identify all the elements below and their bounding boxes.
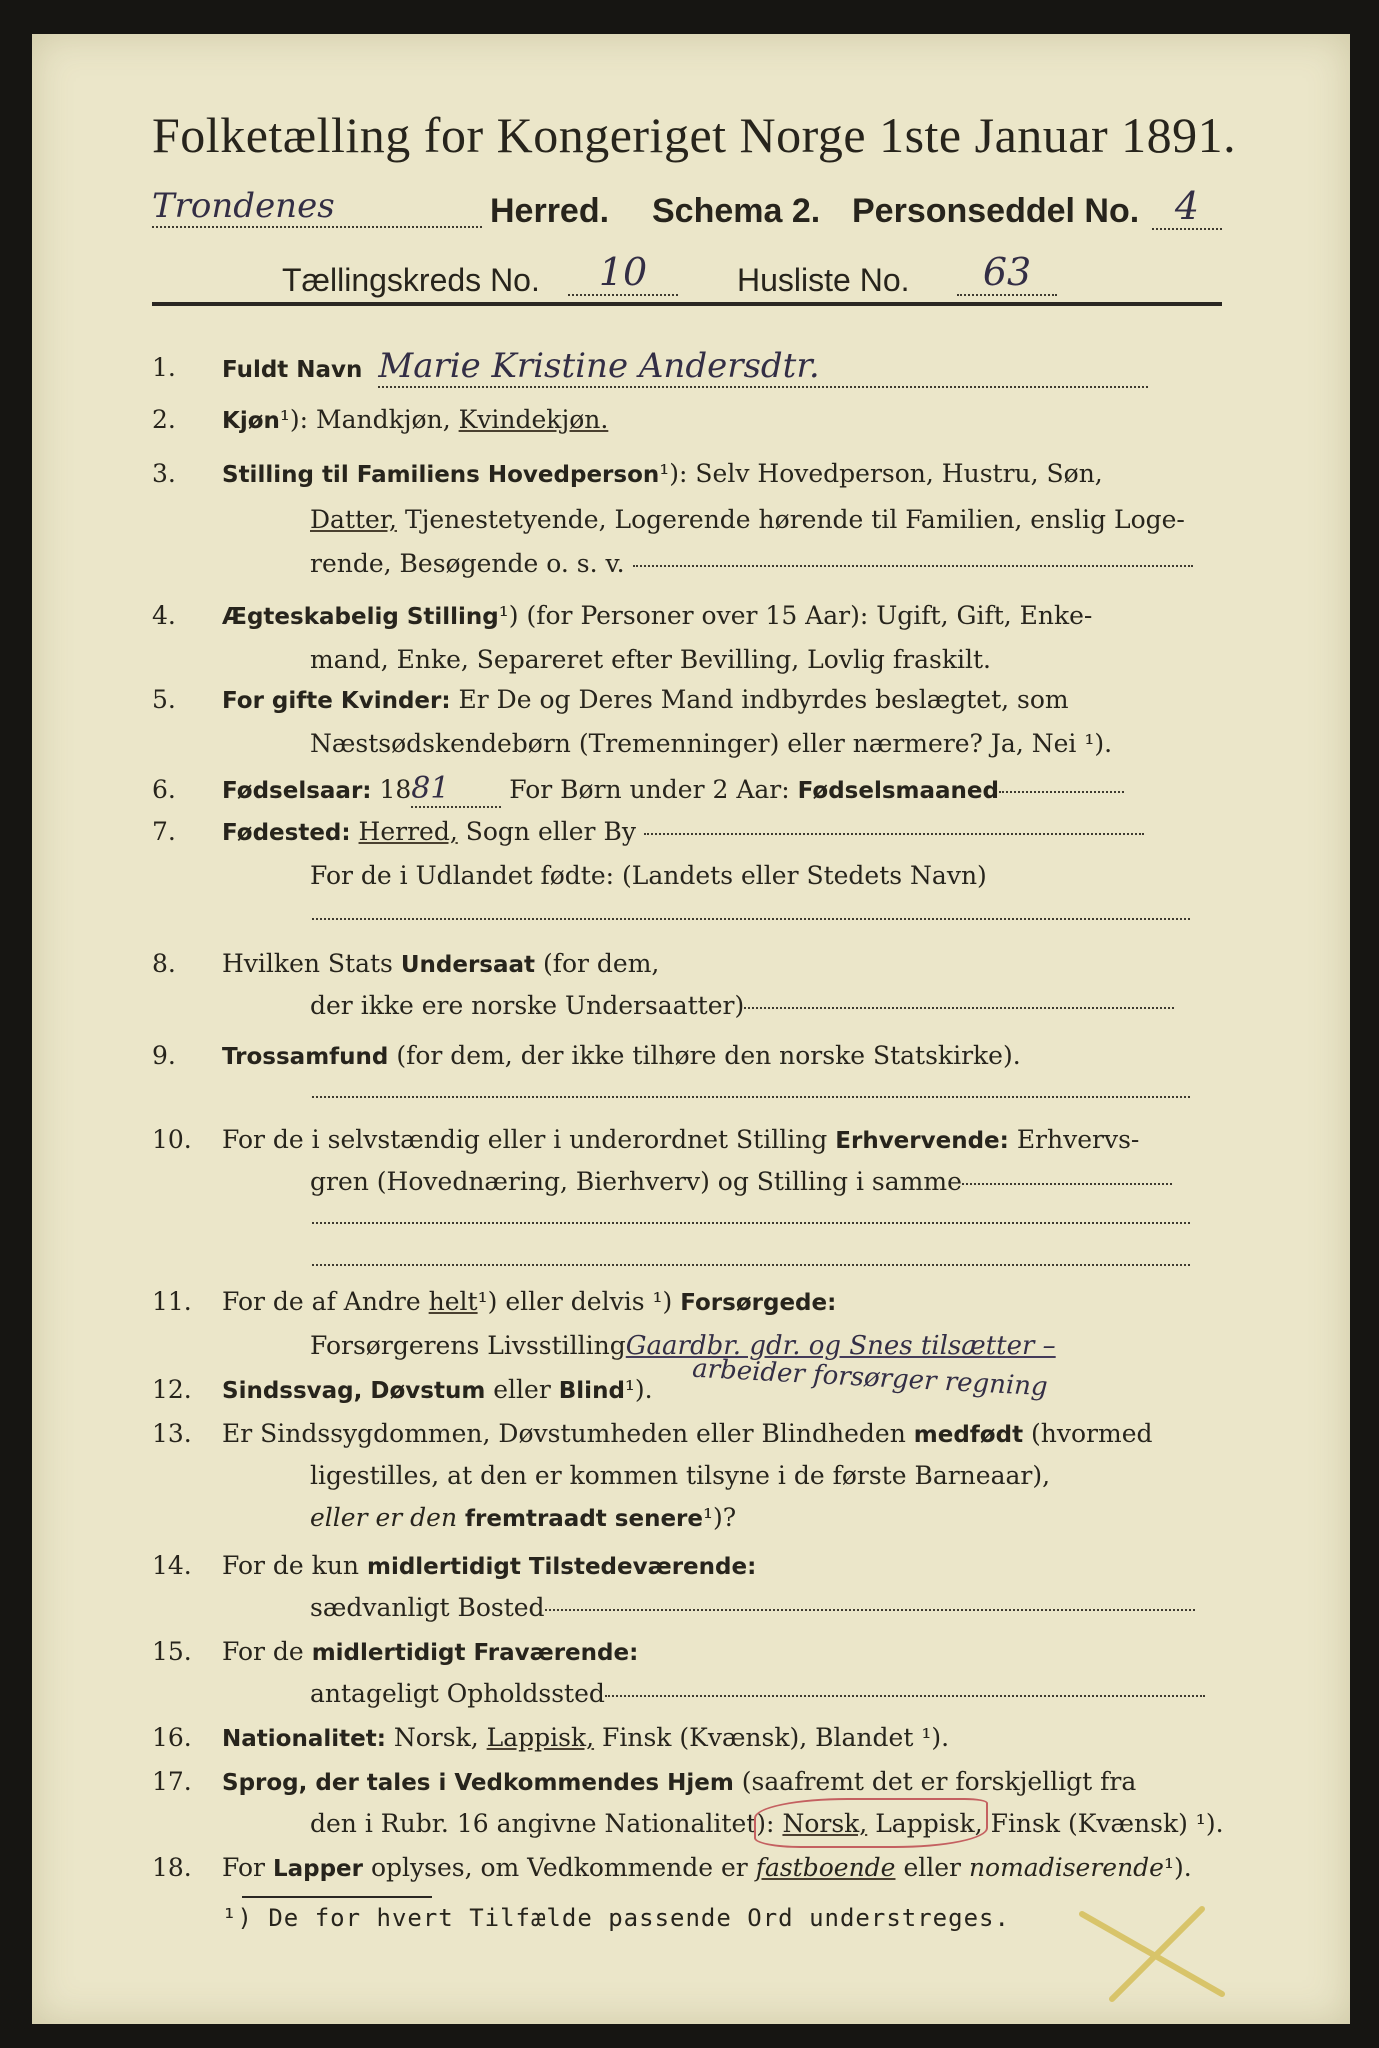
husliste-label: Husliste No. bbox=[737, 262, 910, 298]
item-label: Blind bbox=[558, 1378, 625, 1404]
birth-year-value: 81 bbox=[411, 772, 501, 808]
item-label: Erhvervende: bbox=[835, 1128, 1009, 1154]
item-text: Lappisk, bbox=[875, 1809, 983, 1838]
footnote-rule bbox=[242, 1896, 432, 1898]
item-number: 10. bbox=[152, 1125, 192, 1154]
item-label: midlertidigt Fraværende: bbox=[311, 1640, 639, 1666]
item-text: rende, Besøgende o. s. v. bbox=[310, 549, 625, 578]
item-number: 11. bbox=[152, 1287, 192, 1316]
item-number: 8. bbox=[152, 949, 176, 978]
item-7 bbox=[152, 810, 1222, 854]
item-label: Lapper bbox=[272, 1856, 363, 1882]
item-text: (for dem, bbox=[542, 949, 660, 978]
item-18 bbox=[152, 1846, 1222, 1890]
item-number: 1. bbox=[152, 353, 176, 382]
item-text: ¹). bbox=[1163, 1853, 1192, 1882]
item-15 bbox=[152, 1630, 1222, 1674]
provider-occupation-value: Gaardbr. gdr. og Snes tilsætter – bbox=[625, 1331, 1056, 1361]
item-5 bbox=[152, 678, 1222, 722]
header-rule bbox=[152, 302, 1222, 306]
kreds-label: Tællingskreds No. bbox=[282, 262, 540, 298]
schema-label: Schema 2. bbox=[652, 192, 821, 230]
item-label: Trossamfund bbox=[222, 1044, 389, 1070]
item-label: fremtraadt senere bbox=[465, 1506, 703, 1532]
item-text: For de af Andre bbox=[222, 1287, 421, 1316]
item-number: 5. bbox=[152, 685, 176, 714]
selected-option: Kvindekjøn. bbox=[458, 405, 609, 434]
item-8 bbox=[152, 942, 1222, 986]
cross-mark-icon bbox=[1072, 1904, 1232, 2004]
item-text: Er Sindssygdommen, Døvstumheden eller Blindheden bbox=[222, 1419, 906, 1448]
item-number: 4. bbox=[152, 601, 176, 630]
item-text: For de i selvstændig eller i underordnet Stilling bbox=[222, 1125, 828, 1154]
item-number: 7. bbox=[152, 817, 176, 846]
full-name-value: Marie Kristine Andersdtr. bbox=[378, 346, 1148, 388]
item-text: ¹): Selv Hovedperson, Hustru, Søn, bbox=[659, 459, 1103, 488]
item-label: Ægteskabelig Stilling bbox=[222, 604, 499, 630]
item-13 bbox=[152, 1412, 1222, 1456]
herred-label: Herred. bbox=[490, 192, 610, 230]
item-number: 16. bbox=[152, 1723, 192, 1752]
selected-option: Lappisk, bbox=[486, 1723, 595, 1752]
form-title: Folketælling for Kongeriget Norge 1ste Januar 1891. bbox=[152, 107, 1237, 163]
item-text: Hvilken Stats bbox=[222, 949, 393, 978]
item-text: eller er den bbox=[310, 1503, 458, 1532]
item-text: Erhvervs- bbox=[1016, 1125, 1140, 1154]
item-16 bbox=[152, 1716, 1222, 1760]
item-number: 13. bbox=[152, 1419, 192, 1448]
item-text: For de bbox=[222, 1637, 304, 1666]
fill-line bbox=[312, 1222, 1190, 1224]
item-label: Fødested: bbox=[222, 820, 351, 846]
item-text: der ikke ere norske Undersaatter) bbox=[310, 991, 745, 1020]
item-label: For gifte Kvinder: bbox=[222, 688, 451, 714]
item-text: mand, Enke, Separeret efter Bevilling, Lovlig fraskilt. bbox=[310, 645, 991, 674]
item-text: Er De og Deres Mand indbyrdes beslægtet, som bbox=[458, 685, 1069, 714]
item-text: ¹) eller delvis ¹) bbox=[477, 1287, 673, 1316]
item-label: midlertidigt Tilstedeværende: bbox=[366, 1554, 757, 1580]
schema-line bbox=[152, 184, 1232, 244]
personseddel-number: 4 bbox=[1152, 184, 1222, 230]
item-number: 14. bbox=[152, 1551, 192, 1580]
item-number: 2. bbox=[152, 405, 176, 434]
husliste-number: 63 bbox=[957, 250, 1057, 296]
fill-line bbox=[962, 1183, 1172, 1185]
item-text: Tjenestetyende, Logerende hørende til Familien, enslig Loge- bbox=[404, 505, 1185, 534]
item-number: 15. bbox=[152, 1637, 192, 1666]
item-text: Finsk (Kvænsk), Blandet ¹). bbox=[602, 1723, 950, 1752]
item-number: 9. bbox=[152, 1041, 176, 1070]
item-label: Nationalitet: bbox=[222, 1726, 386, 1752]
item-text: ligestilles, at den er kommen tilsyne i de første Barneaar), bbox=[310, 1461, 1051, 1490]
item-label: Kjøn bbox=[222, 408, 280, 434]
item-number: 3. bbox=[152, 459, 176, 488]
fill-line bbox=[744, 1007, 1174, 1009]
selected-option: Norsk, bbox=[782, 1809, 868, 1838]
item-12 bbox=[152, 1353, 1222, 1412]
item-text: nomadiserende bbox=[968, 1853, 1164, 1882]
item-text: For bbox=[222, 1853, 265, 1882]
item-number: 6. bbox=[152, 775, 176, 804]
selected-option: fastboende bbox=[755, 1853, 896, 1882]
item-text: Næstsødskendebørn (Tremenninger) eller nærmere? Ja, Nei ¹). bbox=[310, 729, 1113, 758]
fill-line bbox=[545, 1609, 1195, 1611]
item-text: eller bbox=[903, 1853, 961, 1882]
item-label: Fødselsmaaned bbox=[797, 778, 999, 804]
item-text: Sogn eller By bbox=[465, 817, 636, 846]
provider-occupation-continued: arbeider forsørger regning bbox=[691, 1353, 1049, 1403]
selected-option: Herred, bbox=[358, 817, 458, 846]
item-1 bbox=[152, 346, 1222, 390]
footnote: ¹) De for hvert Tilfælde passende Ord understreges. bbox=[222, 1904, 1010, 1932]
census-form bbox=[32, 34, 1350, 2024]
item-text: antageligt Opholdssted bbox=[310, 1679, 605, 1708]
item-3 bbox=[152, 452, 1222, 496]
item-10 bbox=[152, 1118, 1222, 1162]
item-label: Undersaat bbox=[400, 952, 536, 978]
kreds-line bbox=[282, 246, 1182, 306]
item-text: (saafremt det er forskjelligt fra bbox=[741, 1767, 1137, 1796]
item-label: Forsørgede: bbox=[680, 1290, 837, 1316]
item-text: ¹) (for Personer over 15 Aar): Ugift, Gift, Enke- bbox=[498, 601, 1093, 630]
item-4 bbox=[152, 594, 1222, 638]
fill-line bbox=[633, 565, 1193, 567]
item-17 bbox=[152, 1760, 1222, 1804]
item-number: 12. bbox=[152, 1375, 192, 1404]
item-2 bbox=[152, 398, 1222, 442]
item-text: eller bbox=[493, 1375, 551, 1404]
selected-option: helt bbox=[428, 1287, 478, 1316]
item-text: For de i Udlandet fødte: (Landets eller Stedets Navn) bbox=[310, 861, 987, 890]
year-prefix: 18 bbox=[379, 775, 412, 804]
item-text: den i Rubr. 16 angivne Nationalitet): bbox=[310, 1809, 775, 1838]
item-text: Forsørgerens Livsstilling bbox=[310, 1331, 626, 1360]
fill-line bbox=[312, 918, 1190, 920]
herred-name: Trondenes bbox=[152, 186, 482, 228]
item-14 bbox=[152, 1544, 1222, 1588]
selected-option: Datter, bbox=[310, 505, 397, 534]
item-text: Finsk (Kvænsk) ¹). bbox=[990, 1809, 1224, 1838]
item-text: For Børn under 2 Aar: bbox=[509, 775, 790, 804]
item-text: (for dem, der ikke tilhøre den norske Statskirke). bbox=[396, 1041, 1021, 1070]
fill-line bbox=[312, 1096, 1190, 1098]
item-9 bbox=[152, 1034, 1222, 1078]
item-text: Norsk, bbox=[393, 1723, 479, 1752]
kreds-number: 10 bbox=[568, 250, 678, 296]
item-6 bbox=[152, 768, 1222, 812]
red-pencil-mark bbox=[754, 1798, 988, 1848]
item-text: (hvormed bbox=[1031, 1419, 1153, 1448]
item-number: 18. bbox=[152, 1853, 192, 1882]
item-label: Fødselsaar: bbox=[222, 778, 372, 804]
item-label: medfødt bbox=[913, 1422, 1024, 1448]
personseddel-label: Personseddel No. bbox=[852, 192, 1140, 230]
item-label: Sprog, der tales i Vedkommendes Hjem bbox=[222, 1770, 734, 1796]
item-label: Fuldt Navn bbox=[222, 357, 363, 383]
item-text: For de kun bbox=[222, 1551, 360, 1580]
fill-line bbox=[605, 1695, 1205, 1697]
item-label: Stilling til Familiens Hovedperson bbox=[222, 462, 660, 488]
fill-line bbox=[999, 791, 1124, 793]
item-text: gren (Hovednæring, Bierhverv) og Stilling i samme bbox=[310, 1167, 962, 1196]
fill-line bbox=[644, 833, 1144, 835]
item-text: ¹): Mandkjøn, bbox=[279, 405, 451, 434]
item-text: ¹)? bbox=[703, 1503, 737, 1532]
item-text: sædvanligt Bosted bbox=[310, 1593, 545, 1622]
item-label: Sindssvag, Døvstum bbox=[222, 1378, 486, 1404]
fill-line bbox=[312, 1264, 1190, 1266]
item-text: ¹). bbox=[624, 1375, 653, 1404]
item-11 bbox=[152, 1280, 1222, 1324]
item-number: 17. bbox=[152, 1767, 192, 1796]
item-text: oplyses, om Vedkommende er bbox=[370, 1853, 748, 1882]
